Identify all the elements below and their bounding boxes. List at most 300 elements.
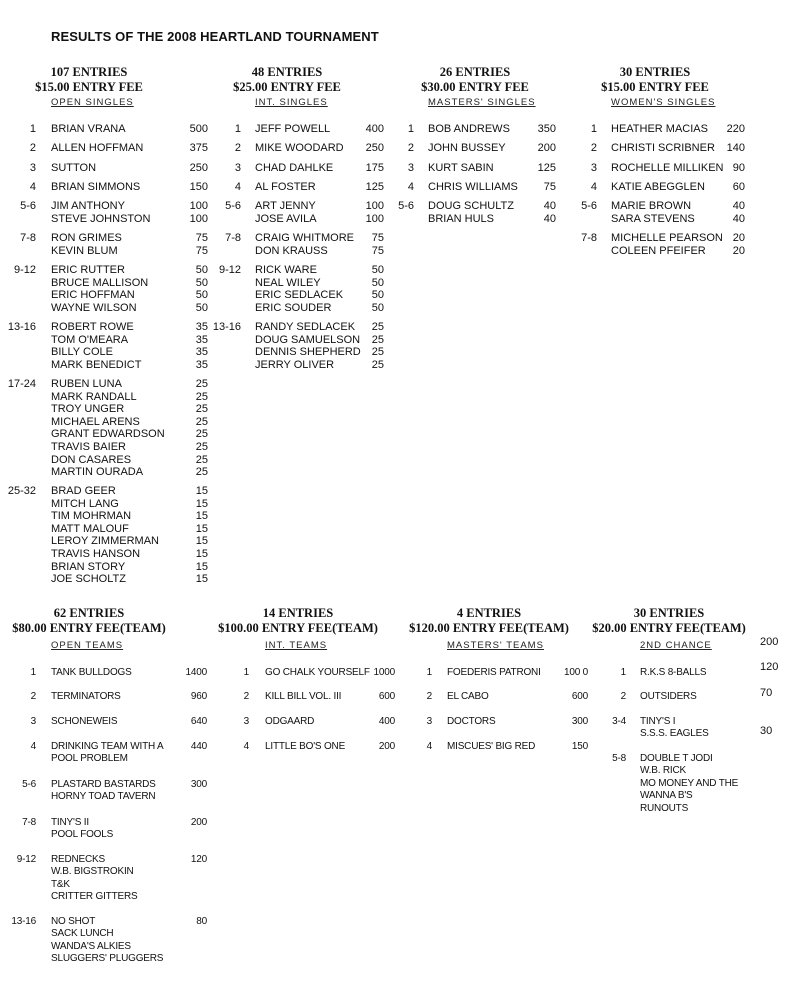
player-names xyxy=(611,142,715,155)
division-header xyxy=(409,606,569,636)
player-name: KURT SABIN xyxy=(428,162,494,174)
prize-amounts xyxy=(705,142,745,155)
player-name: WANDA'S ALKIES xyxy=(51,940,131,952)
player-name: WANNA B'S xyxy=(640,790,693,802)
player-names xyxy=(51,232,122,257)
player-name: NEAL WILEY xyxy=(255,276,321,289)
entry-fee: $100.00 ENTRY FEE(TEAM) xyxy=(218,621,378,635)
prize-amount: 350 xyxy=(537,123,556,135)
prize-amount: 300 xyxy=(571,716,588,727)
prize-amount: 600 xyxy=(571,691,588,702)
placement-rank: 2 xyxy=(30,691,36,702)
player-name: DON KRAUSS xyxy=(255,244,328,257)
player-names xyxy=(255,162,333,175)
player-name: RANDY SEDLACEK xyxy=(255,321,356,333)
prize-amount: 1400 xyxy=(185,667,207,678)
placement-rank: 3 xyxy=(426,716,432,727)
placement-rank: 2 xyxy=(243,691,249,702)
prize-amount: 60 xyxy=(732,181,745,193)
player-name: ROBERT ROWE xyxy=(51,321,134,333)
prize-amount: 15 xyxy=(195,485,208,497)
placement-rank: 1 xyxy=(426,667,432,678)
player-names xyxy=(255,264,343,314)
division-name: 2ND CHANCE xyxy=(640,640,712,651)
placement-rank: 5-6 xyxy=(22,779,36,790)
prize-amounts xyxy=(167,779,207,791)
player-names xyxy=(428,181,518,194)
prize-amount: 75 xyxy=(543,181,556,193)
prize-amount: 25 xyxy=(195,390,208,403)
prize-amount: 25 xyxy=(371,358,384,371)
prize-amount: 400 xyxy=(365,123,384,135)
player-name: TIM MOHRMAN xyxy=(51,510,132,523)
player-names xyxy=(255,123,330,136)
division-name: WOMEN'S SINGLES xyxy=(611,97,716,108)
prize-amounts xyxy=(167,716,207,728)
prize-amount: 40 xyxy=(543,212,556,225)
division-header xyxy=(9,65,169,95)
player-name: GRANT EDWARDSON xyxy=(51,428,165,441)
player-names xyxy=(611,181,705,194)
placement-rank: 4 xyxy=(407,181,414,193)
player-names xyxy=(51,779,156,804)
prize-amounts xyxy=(705,200,745,225)
prize-amounts xyxy=(516,142,556,155)
prize-amount: 35 xyxy=(195,321,208,333)
division-header xyxy=(218,606,378,636)
prize-amount: 15 xyxy=(195,560,208,573)
prize-amounts xyxy=(355,716,395,728)
player-names xyxy=(51,817,113,842)
prize-amounts xyxy=(548,667,588,679)
prize-amount: 80 xyxy=(196,916,207,927)
placement-rank: 3 xyxy=(243,716,249,727)
prize-amount: 25 xyxy=(195,403,208,416)
player-name: MICHELLE PEARSON xyxy=(611,232,723,244)
player-names xyxy=(255,200,317,225)
player-name: ROCHELLE MILLIKEN xyxy=(611,162,724,174)
prize-amounts xyxy=(167,741,207,753)
placement-rank: 5-6 xyxy=(581,200,597,212)
player-name: MITCH LANG xyxy=(51,497,119,510)
prize-amounts xyxy=(516,162,556,175)
player-name: BRIAN SIMMONS xyxy=(51,181,141,193)
player-name: MISCUES' BIG RED xyxy=(447,741,536,752)
player-name: BILLY COLE xyxy=(51,346,113,359)
entries-count: 26 ENTRIES xyxy=(439,65,511,79)
prize-amounts xyxy=(344,232,384,257)
placement-rank: 2 xyxy=(620,691,626,702)
player-names xyxy=(51,200,150,225)
player-names xyxy=(640,691,697,703)
entry-fee: $25.00 ENTRY FEE xyxy=(233,80,341,94)
entries-count: 30 ENTRIES xyxy=(619,65,691,79)
prize-amount: 300 xyxy=(190,779,207,790)
player-name: BRIAN HULS xyxy=(428,212,495,225)
prize-amount: 100 xyxy=(189,200,208,212)
player-name: ART JENNY xyxy=(255,200,316,212)
prize-amount: 600 xyxy=(378,691,395,702)
player-names xyxy=(51,741,164,766)
placement-rank: 17-24 xyxy=(7,378,36,390)
player-name: MARK RANDALL xyxy=(51,390,137,403)
player-name: EL CABO xyxy=(447,691,489,702)
player-name: KILL BILL VOL. III xyxy=(265,691,342,702)
placement-rank: 1 xyxy=(620,667,626,678)
prize-amount: 200 xyxy=(378,741,395,752)
placement-rank: 3 xyxy=(234,162,241,174)
player-names xyxy=(640,753,738,815)
player-name: DOUG SAMUELSON xyxy=(255,333,361,346)
player-name: JERRY OLIVER xyxy=(255,358,335,371)
prize-amount: 100 0 xyxy=(563,667,588,678)
player-name: ERIC SEDLACEK xyxy=(255,289,344,302)
prize-amount: 50 xyxy=(371,289,384,302)
entries-count: 62 ENTRIES xyxy=(53,606,125,620)
player-name: RUBEN LUNA xyxy=(51,378,122,390)
entries-count: 30 ENTRIES xyxy=(633,606,705,620)
placement-rank: 13-16 xyxy=(212,321,241,333)
placement-rank: 9-12 xyxy=(16,854,36,865)
prize-amount: 35 xyxy=(195,333,208,346)
prize-amounts xyxy=(355,667,395,679)
prize-amount: 15 xyxy=(195,547,208,560)
placement-rank: 3 xyxy=(590,162,597,174)
placement-rank: 4 xyxy=(30,741,36,752)
player-name: PLASTARD BASTARDS xyxy=(51,779,156,790)
player-name: DENNIS SHEPHERD xyxy=(255,346,361,359)
prize-amount: 50 xyxy=(371,264,384,276)
division-name: INT. TEAMS xyxy=(265,640,328,651)
prize-amount: 35 xyxy=(195,358,208,371)
player-name: WAYNE WILSON xyxy=(51,301,137,314)
player-name: TRAVIS BAIER xyxy=(51,440,126,453)
entry-fee: $20.00 ENTRY FEE(TEAM) xyxy=(592,621,746,635)
player-name: COLEEN PFEIFER xyxy=(611,244,706,257)
prize-amount: 40 xyxy=(732,200,745,212)
prize-amount: 20 xyxy=(732,244,745,257)
prize-amounts xyxy=(355,691,395,703)
prize-amount: 75 xyxy=(195,244,208,257)
document-title: RESULTS OF THE 2008 HEARTLAND TOURNAMENT xyxy=(51,29,379,44)
prize-amounts xyxy=(516,123,556,136)
player-name: TANK BULLDOGS xyxy=(51,667,132,678)
player-name: JOE SCHOLTZ xyxy=(51,573,126,586)
player-names xyxy=(611,123,708,136)
player-names xyxy=(51,485,159,586)
player-names xyxy=(265,716,314,728)
prize-amount: 75 xyxy=(195,232,208,244)
player-names xyxy=(51,142,143,155)
player-name: ERIC SOUDER xyxy=(255,301,332,314)
placement-rank: 1 xyxy=(234,123,241,135)
player-names xyxy=(51,321,141,371)
prize-amount: 640 xyxy=(190,716,207,727)
player-name: ERIC HOFFMAN xyxy=(51,289,135,302)
player-name: HORNY TOAD TAVERN xyxy=(51,791,156,803)
placement-rank: 1 xyxy=(243,667,249,678)
prize-amount: 20 xyxy=(732,232,745,244)
prize-amount: 15 xyxy=(195,510,208,523)
player-name: HEATHER MACIAS xyxy=(611,123,708,135)
prize-amounts xyxy=(516,200,556,225)
prize-amount: 25 xyxy=(371,333,384,346)
player-names xyxy=(51,181,140,194)
prize-amounts xyxy=(167,854,207,866)
prize-amount: 500 xyxy=(189,123,208,135)
player-name: MATT MALOUF xyxy=(51,522,129,535)
prize-amount: 375 xyxy=(189,142,208,154)
player-name: TERMINATORS xyxy=(51,691,121,702)
player-name: NO SHOT xyxy=(51,916,96,927)
entry-fee: $30.00 ENTRY FEE xyxy=(421,80,529,94)
prize-amount: 400 xyxy=(378,716,395,727)
placement-rank: 7-8 xyxy=(225,232,241,244)
prize-amount: 250 xyxy=(365,142,384,154)
placement-rank: 4 xyxy=(243,741,249,752)
prize-amounts xyxy=(167,667,207,679)
prize-amount: 140 xyxy=(726,142,745,154)
player-names xyxy=(51,123,126,136)
player-name: MARIE BROWN xyxy=(611,200,692,212)
prize-amount: 200 xyxy=(190,817,207,828)
division-header xyxy=(589,606,749,636)
division-header xyxy=(9,606,169,636)
prize-amount: 25 xyxy=(195,440,208,453)
prize-amount: 120 xyxy=(760,661,779,673)
player-names xyxy=(51,667,132,679)
player-name: DON CASARES xyxy=(51,453,132,466)
player-name: FOEDERIS PATRONI xyxy=(447,667,541,678)
entry-fee: $120.00 ENTRY FEE(TEAM) xyxy=(409,621,569,635)
placement-rank: 5-6 xyxy=(20,200,36,212)
player-name: SUTTON xyxy=(51,162,97,174)
player-name: KATIE ABEGGLEN xyxy=(611,181,705,193)
player-name: POOL FOOLS xyxy=(51,829,114,841)
prize-amount: 15 xyxy=(195,535,208,548)
player-name: AL FOSTER xyxy=(255,181,316,193)
prize-amount: 70 xyxy=(760,687,773,699)
placement-rank: 2 xyxy=(234,142,241,154)
player-names xyxy=(51,716,117,728)
player-name: T&K xyxy=(51,878,70,890)
prize-amount: 100 xyxy=(365,212,384,225)
placement-rank: 13-16 xyxy=(7,321,36,333)
placement-rank: 3 xyxy=(29,162,36,174)
division-name: INT. SINGLES xyxy=(255,97,328,108)
player-name: SCHONEWEIS xyxy=(51,716,118,727)
player-names xyxy=(447,691,489,703)
prize-amount: 50 xyxy=(195,289,208,302)
prize-amount: 50 xyxy=(195,264,208,276)
player-names xyxy=(51,162,96,175)
player-name: LEROY ZIMMERMAN xyxy=(51,535,159,548)
prize-amounts xyxy=(167,817,207,829)
placement-rank: 4 xyxy=(234,181,241,193)
player-name: ODGAARD xyxy=(265,716,315,727)
placement-rank: 2 xyxy=(426,691,432,702)
player-name: DOCTORS xyxy=(447,716,496,727)
prize-amount: 25 xyxy=(371,321,384,333)
prize-amounts xyxy=(705,232,745,257)
player-name: BRIAN VRANA xyxy=(51,123,126,135)
placement-rank: 2 xyxy=(407,142,414,154)
player-names xyxy=(447,741,535,753)
entries-count: 14 ENTRIES xyxy=(262,606,334,620)
placement-rank: 7-8 xyxy=(22,817,36,828)
player-name: CRAIG WHITMORE xyxy=(255,232,354,244)
placement-rank: 4 xyxy=(426,741,432,752)
player-names xyxy=(255,142,344,155)
placement-rank: 13-16 xyxy=(11,916,36,927)
prize-amount: 125 xyxy=(537,162,556,174)
prize-amounts xyxy=(548,716,588,728)
player-name: R.K.S 8-BALLS xyxy=(640,667,707,678)
player-name: BRUCE MALLISON xyxy=(51,276,149,289)
player-name: TROY UNGER xyxy=(51,403,125,416)
prize-amount: 15 xyxy=(195,573,208,586)
placement-rank: 25-32 xyxy=(7,485,36,497)
division-name: OPEN TEAMS xyxy=(51,640,124,651)
prize-amount: 75 xyxy=(371,244,384,257)
prize-amounts xyxy=(516,181,556,194)
prize-amount: 1000 xyxy=(373,667,395,678)
player-names xyxy=(51,916,163,966)
player-name: STEVE JOHNSTON xyxy=(51,212,151,225)
prize-amount: 50 xyxy=(195,276,208,289)
player-names xyxy=(265,741,345,753)
placement-rank: 9-12 xyxy=(13,264,36,276)
prize-amount: 50 xyxy=(195,301,208,314)
placement-rank: 7-8 xyxy=(20,232,36,244)
player-name: ALLEN HOFFMAN xyxy=(51,142,144,154)
player-name: CRITTER GITTERS xyxy=(51,891,138,903)
player-name: JIM ANTHONY xyxy=(51,200,125,212)
player-name: MARTIN OURADA xyxy=(51,466,144,479)
placement-rank: 2 xyxy=(590,142,597,154)
prize-amounts xyxy=(168,378,208,479)
division-name: MASTERS' TEAMS xyxy=(447,640,544,651)
player-name: S.S.S. EAGLES xyxy=(640,728,709,740)
prize-amount: 175 xyxy=(365,162,384,174)
placement-rank: 3 xyxy=(407,162,414,174)
prize-amount: 250 xyxy=(189,162,208,174)
player-name: SACK LUNCH xyxy=(51,928,114,940)
player-name: ERIC RUTTER xyxy=(51,264,125,276)
player-names xyxy=(255,181,316,194)
player-names xyxy=(51,854,137,904)
player-names xyxy=(447,716,495,728)
entry-fee: $15.00 ENTRY FEE xyxy=(35,80,143,94)
player-name: LITTLE BO'S ONE xyxy=(265,741,346,752)
prize-amount: 150 xyxy=(189,181,208,193)
player-names xyxy=(51,691,121,703)
prize-amount: 50 xyxy=(371,301,384,314)
player-name: RICK WARE xyxy=(255,264,317,276)
prize-amount: 40 xyxy=(732,212,745,225)
entries-count: 4 ENTRIES xyxy=(456,606,522,620)
prize-amounts xyxy=(705,123,745,136)
prize-amount: 200 xyxy=(537,142,556,154)
placement-rank: 5-6 xyxy=(398,200,414,212)
player-names xyxy=(51,264,148,314)
prize-amount: 90 xyxy=(732,162,745,174)
prize-amounts xyxy=(167,916,207,928)
prize-amount: 25 xyxy=(195,466,208,479)
prize-amounts xyxy=(355,741,395,753)
prize-amount: 25 xyxy=(371,346,384,359)
prize-amount: 50 xyxy=(371,276,384,289)
prize-amount: 15 xyxy=(195,522,208,535)
prize-amount: 220 xyxy=(726,123,745,135)
placement-rank: 3-4 xyxy=(612,716,626,727)
player-names xyxy=(265,691,341,703)
player-name: BRAD GEER xyxy=(51,485,116,497)
player-name: OUTSIDERS xyxy=(640,691,697,702)
prize-amount: 125 xyxy=(365,181,384,193)
prize-amount: 100 xyxy=(189,212,208,225)
prize-amounts xyxy=(344,321,384,371)
player-name: JOHN BUSSEY xyxy=(428,142,506,154)
entry-fee: $15.00 ENTRY FEE xyxy=(601,80,709,94)
division-header xyxy=(395,65,555,95)
player-name: KEVIN BLUM xyxy=(51,244,118,257)
player-names xyxy=(640,716,709,741)
prize-amounts xyxy=(344,264,384,314)
prize-amount: 440 xyxy=(190,741,207,752)
player-name: TINY'S II xyxy=(51,817,89,828)
prize-amount: 25 xyxy=(195,453,208,466)
player-name: MO MONEY AND THE xyxy=(640,777,739,789)
division-name: OPEN SINGLES xyxy=(51,97,134,108)
prize-amount: 15 xyxy=(195,497,208,510)
prize-amount: 150 xyxy=(571,741,588,752)
player-names xyxy=(255,232,354,257)
player-names xyxy=(611,200,695,225)
prize-amounts xyxy=(705,162,745,175)
player-name: JOSE AVILA xyxy=(255,212,317,225)
player-name: REDNECKS xyxy=(51,854,105,865)
placement-rank: 7-8 xyxy=(581,232,597,244)
player-name: W.B. BIGSTROKIN xyxy=(51,866,134,878)
player-names xyxy=(447,667,541,679)
prize-amount: 25 xyxy=(195,378,208,390)
player-names xyxy=(428,142,506,155)
player-name: POOL PROBLEM xyxy=(51,753,128,765)
player-name: CHRIS WILLIAMS xyxy=(428,181,518,193)
prize-amount: 200 xyxy=(760,636,779,648)
player-name: CHRISTI SCRIBNER xyxy=(611,142,715,154)
player-name: TOM O'MEARA xyxy=(51,333,129,346)
placement-rank: 1 xyxy=(30,667,36,678)
placement-rank: 4 xyxy=(590,181,597,193)
prize-amount: 40 xyxy=(543,200,556,212)
player-name: W.B. RICK xyxy=(640,765,686,777)
prize-amount: 30 xyxy=(760,725,773,737)
player-name: SLUGGERS' PLUGGERS xyxy=(51,953,164,965)
entries-count: 48 ENTRIES xyxy=(251,65,323,79)
entry-fee: $80.00 ENTRY FEE(TEAM) xyxy=(12,621,166,635)
player-name: DOUBLE T JODI xyxy=(640,753,713,764)
player-name: JEFF POWELL xyxy=(255,123,331,135)
player-names xyxy=(428,200,514,225)
placement-rank: 3 xyxy=(30,716,36,727)
entries-count: 107 ENTRIES xyxy=(50,65,128,79)
prize-amount: 75 xyxy=(371,232,384,244)
player-name: TINY'S I xyxy=(640,716,676,727)
player-name: RON GRIMES xyxy=(51,232,122,244)
player-name: MARK BENEDICT xyxy=(51,358,142,371)
